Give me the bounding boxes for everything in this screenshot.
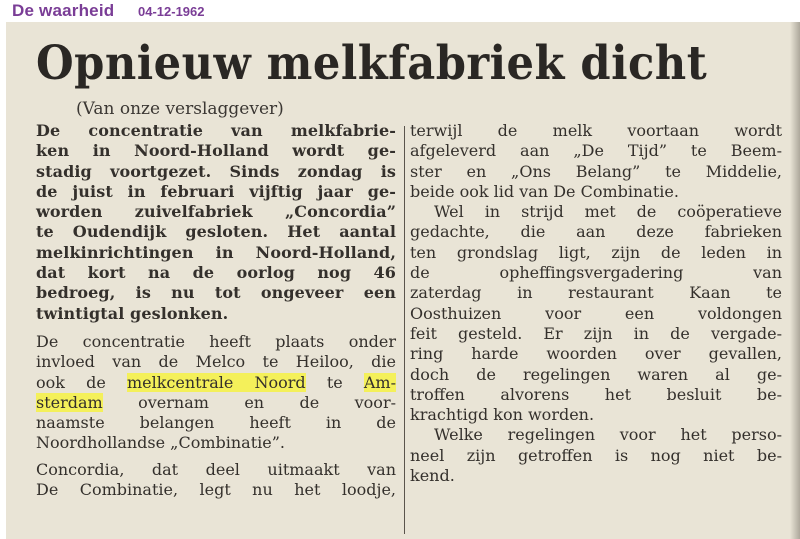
text-line: gedachte, die aan deze fabrieken — [410, 222, 782, 242]
publication-name: De waarheid — [12, 1, 115, 20]
text-line: De Combinatie, legt nu het loodje, — [36, 480, 396, 500]
text-line: worden zuivelfabriek „Concordia” — [36, 202, 396, 222]
paragraph-concordia — [36, 460, 396, 501]
highlight-amsterdam-part2: sterdam — [36, 392, 103, 412]
right-column — [410, 121, 782, 486]
text-line: terwijl de melk voortaan wordt — [410, 121, 782, 140]
text-line-highlighted: sterdam overnam en de voor- — [36, 392, 396, 412]
text-line: ster en „Ons Belang” te Middelie, — [410, 161, 782, 181]
text-line: Wel in strijd met de coöperatieve — [434, 202, 782, 222]
text-line: feit gesteld. Er zijn in de vergade- — [410, 323, 782, 343]
text-line: twintigtal geslonken. — [36, 303, 229, 323]
text-line: De concentratie van melkfabrie- — [36, 121, 396, 140]
text-line: ring harde woorden over gevallen, — [410, 344, 782, 364]
text-line: ten grondslag ligt, zijn de leden in — [410, 242, 782, 262]
text-line: invloed van de Melco te Heiloo, die — [36, 352, 396, 372]
highlight-amsterdam-part1: Am- — [363, 372, 397, 392]
text-line: te Oudendijk gesloten. Het aantal — [36, 222, 396, 242]
text-line: melkinrichtingen in Noord-Holland, — [36, 242, 396, 262]
text-line: krachtigd kon worden. — [410, 405, 595, 425]
text-line: de opheffingsvergadering van — [410, 263, 782, 283]
text-line-highlighted: ook de melkcentrale Noord te Am- — [36, 372, 397, 392]
text-line: de juist in februari vijftig jaar ge- — [36, 181, 396, 201]
clipping-edge-shadow — [790, 22, 800, 539]
newspaper-clipping — [6, 22, 800, 539]
text-line: De concentratie heeft plaats onder — [36, 331, 396, 351]
text-line: Welke regelingen voor het perso- — [434, 425, 782, 445]
publication-date: 04-12-1962 — [138, 4, 205, 19]
column-divider — [404, 126, 405, 534]
text-line: ken in Noord-Holland wordt ge- — [36, 141, 396, 161]
text-line: bedroeg, is nu tot ongeveer een — [36, 283, 396, 303]
text-line: neel zijn getroffen is nog niet be- — [410, 445, 782, 465]
paragraph-personnel — [410, 425, 782, 486]
text-line: doch de regelingen waren al ge- — [410, 364, 782, 384]
text-line: dat kort na de oorlog nog 46 — [36, 263, 396, 283]
lead-paragraph — [36, 121, 396, 324]
paragraph-delivery — [410, 121, 782, 202]
text-line: troffen alvorens het besluit be- — [410, 384, 782, 404]
text-line: zaterdag in restaurant Kaan te — [410, 283, 782, 303]
text-line: beide ook lid van De Combinatie. — [410, 181, 679, 201]
text-line: kend. — [410, 466, 455, 486]
page-header — [0, 0, 800, 22]
text-line: Concordia, dat deel uitmaakt van — [36, 459, 396, 479]
text-line: Oosthuizen voor een voldongen — [410, 303, 782, 323]
left-column — [36, 121, 396, 500]
highlight-melkcentrale-noord: melkcentrale Noord — [126, 372, 306, 392]
paragraph-melco — [36, 332, 396, 454]
paragraph-meeting — [410, 202, 782, 425]
article-byline: (Van onze verslaggever) — [76, 99, 284, 119]
text-line: stadig voortgezet. Sinds zondag is — [36, 161, 396, 181]
text-line: naamste belangen heeft in de — [36, 413, 396, 433]
article-headline: Opnieuw melkfabriek dicht — [36, 36, 708, 91]
text-line: Noordhollandse „Combinatie”. — [36, 433, 285, 453]
text-line: afgeleverd aan „De Tijd” te Beem- — [410, 141, 782, 161]
